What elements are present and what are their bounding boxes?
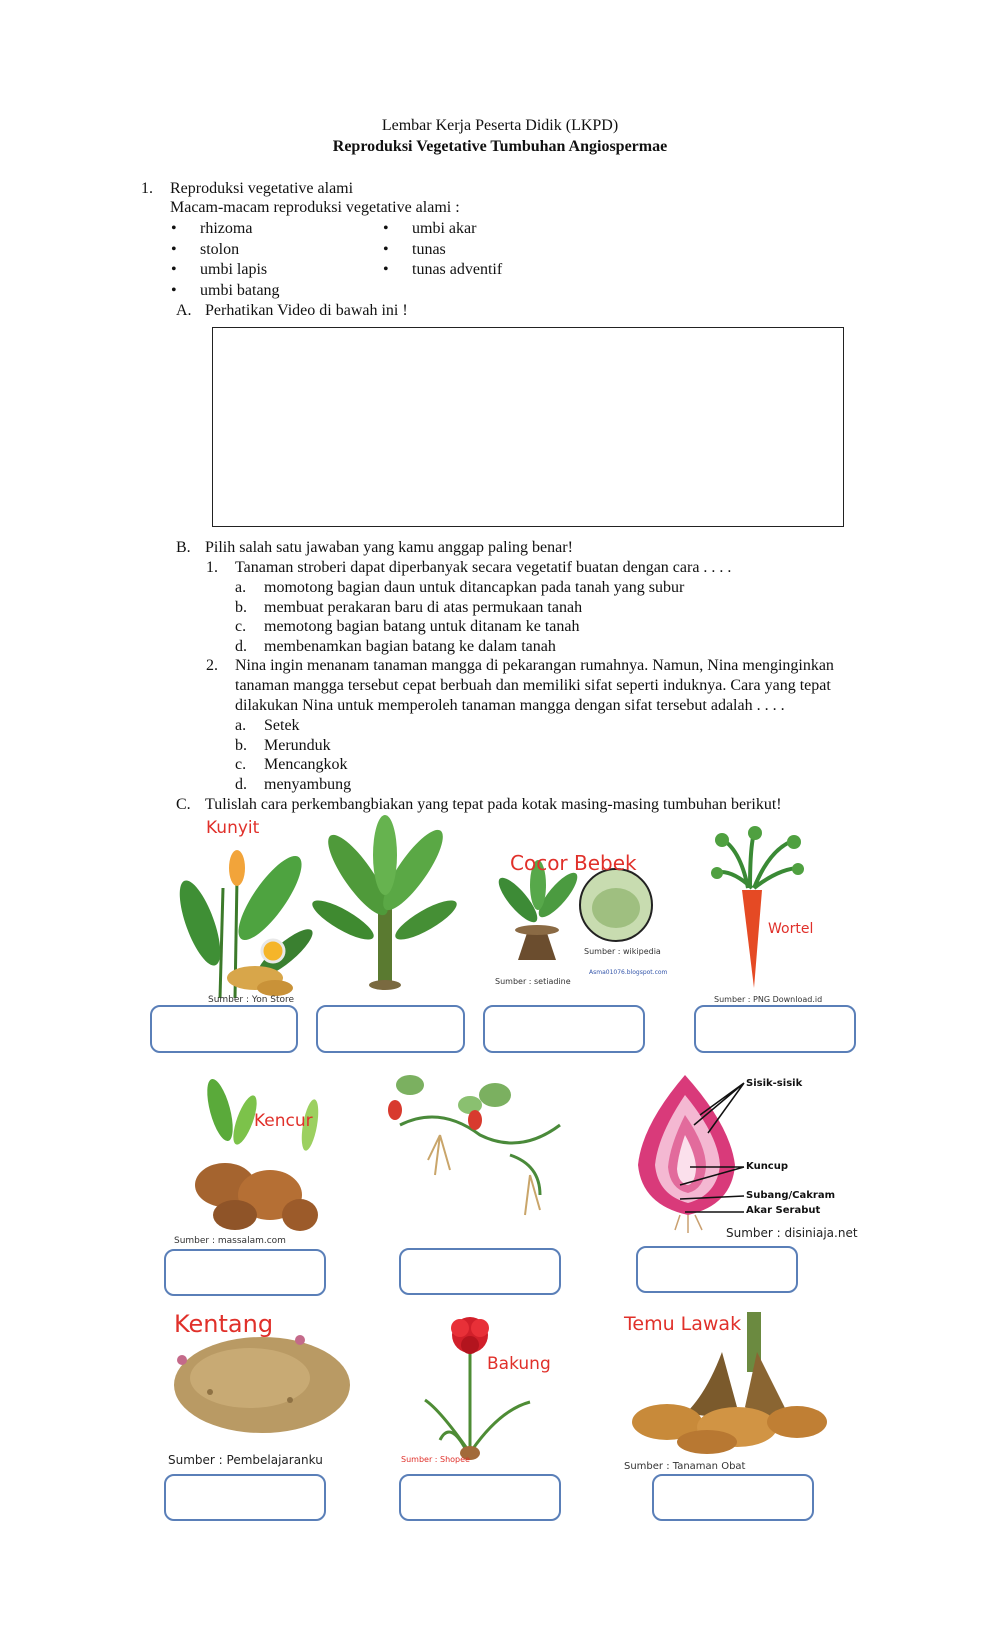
image-source: Sumber : wikipedia <box>584 947 661 956</box>
answer-box-stroberi[interactable] <box>399 1248 561 1295</box>
kalanchoe-plant-image <box>488 860 658 980</box>
option-text[interactable]: Setek <box>264 717 300 734</box>
image-source: Sumber : PNG Download.id <box>714 995 823 1004</box>
banana-plant-image <box>318 820 448 990</box>
part-b-letter: B. <box>176 539 191 556</box>
worksheet-subtitle: Reproduksi Vegetative Tumbuhan Angiospermae <box>332 138 668 155</box>
option-text[interactable]: Mencangkok <box>264 756 348 773</box>
turmeric-plant-image <box>175 828 315 1008</box>
option-text[interactable]: membuat perakaran baru di atas permukaan tanah <box>264 599 583 616</box>
plant-label: Kentang <box>174 1310 274 1338</box>
option-letter: a. <box>235 717 247 734</box>
option-letter: b. <box>235 599 247 616</box>
image-source: Sumber : Tanaman Obat <box>624 1461 746 1472</box>
section-intro: Macam-macam reproduksi vegetative alami : <box>170 199 460 216</box>
question-number: 2. <box>206 657 218 674</box>
potato-image <box>170 1330 355 1445</box>
option-letter: d. <box>235 638 247 655</box>
option-text[interactable]: Merunduk <box>264 737 331 754</box>
plant-label: Temu Lawak <box>624 1313 742 1335</box>
carrot-image <box>710 828 810 993</box>
question-number: 1. <box>206 559 218 576</box>
answer-box-bawang[interactable] <box>636 1246 798 1293</box>
plant-label: Cocor Bebek <box>510 851 637 875</box>
option-text[interactable]: membenamkan bagian batang ke dalam tanah <box>264 638 556 655</box>
image-source: Sumber : Pembelajaranku <box>168 1453 323 1467</box>
answer-box-kunyit[interactable] <box>150 1005 298 1053</box>
image-source: Sumber : massalam.com <box>174 1236 286 1246</box>
answer-box-temu-lawak[interactable] <box>652 1474 814 1521</box>
option-text[interactable]: memotong bagian batang untuk ditanam ke tanah <box>264 618 580 635</box>
section-heading: Reproduksi vegetative alami <box>170 180 354 197</box>
image-source: Sumber : Yon Store <box>208 995 295 1005</box>
part-c-text: Tulislah cara perkembangbiakan yang tepat pada kotak masing-masing tumbuhan berikut! <box>205 796 782 813</box>
onion-part-label: Subang/Cakram <box>746 1190 835 1201</box>
part-a-letter: A. <box>176 302 192 319</box>
answer-box-wortel[interactable] <box>694 1005 856 1053</box>
plant-label: Bakung <box>487 1354 551 1374</box>
list-item: • umbi lapis <box>200 260 267 280</box>
option-text[interactable]: menyambung <box>264 776 352 793</box>
onion-part-label: Akar Serabut <box>746 1205 821 1216</box>
question-text: tanaman mangga tersebut cepat berbuah dan memiliki sifat seperti induknya. Cara yang tepat <box>235 677 831 694</box>
option-letter: a. <box>235 579 247 596</box>
plant-label: Kunyit <box>206 818 260 838</box>
list-item: • tunas <box>412 240 446 260</box>
option-letter: b. <box>235 737 247 754</box>
answer-box-cocor-bebek[interactable] <box>483 1005 645 1053</box>
answer-box-kencur[interactable] <box>164 1249 326 1296</box>
list-item: • umbi batang <box>200 281 280 301</box>
answer-box-pisang[interactable] <box>316 1005 465 1053</box>
answer-box-bakung[interactable] <box>399 1474 561 1521</box>
plant-label: Wortel <box>768 921 814 937</box>
image-source: Sumber : setiadine <box>495 977 571 986</box>
image-source: Sumber : disiniaja.net <box>726 1226 858 1240</box>
part-c-letter: C. <box>176 796 191 813</box>
list-item: • umbi akar <box>412 219 476 239</box>
image-source: Sumber : Shopee <box>401 1455 470 1464</box>
onion-part-label: Kuncup <box>746 1161 789 1172</box>
option-text[interactable]: momotong bagian daun untuk ditancapkan pada tanah yang subur <box>264 579 685 596</box>
image-source: Asma01076.blogspot.com <box>589 969 668 976</box>
list-item: • stolon <box>200 240 239 260</box>
worksheet-title: Lembar Kerja Peserta Didik (LKPD) <box>381 117 619 134</box>
option-letter: c. <box>235 756 247 773</box>
list-item: • rhizoma <box>200 219 252 239</box>
video-placeholder[interactable] <box>212 327 844 527</box>
question-text: dilakukan Nina untuk memperoleh tanaman mangga dengan sifat tersebut adalah . . . . <box>235 697 785 714</box>
list-item: • tunas adventif <box>412 260 502 280</box>
onion-label-lines <box>680 1075 750 1225</box>
option-letter: d. <box>235 776 247 793</box>
section-number: 1. <box>141 180 153 197</box>
plant-label: Kencur <box>254 1111 313 1131</box>
galangal-image <box>180 1070 330 1240</box>
question-text: Tanaman stroberi dapat diperbanyak secara vegetatif buatan dengan cara . . . . <box>235 559 732 576</box>
part-a-text: Perhatikan Video di bawah ini ! <box>205 302 408 319</box>
part-b-text: Pilih salah satu jawaban yang kamu anggap paling benar! <box>205 539 573 556</box>
answer-box-kentang[interactable] <box>164 1474 326 1521</box>
question-text: Nina ingin menanam tanaman mangga di pekarangan rumahnya. Namun, Nina menginginkan <box>235 657 834 674</box>
option-letter: c. <box>235 618 247 635</box>
onion-part-label: Sisik-sisik <box>746 1078 803 1089</box>
strawberry-runner-image <box>380 1065 580 1225</box>
lily-image <box>420 1310 540 1465</box>
